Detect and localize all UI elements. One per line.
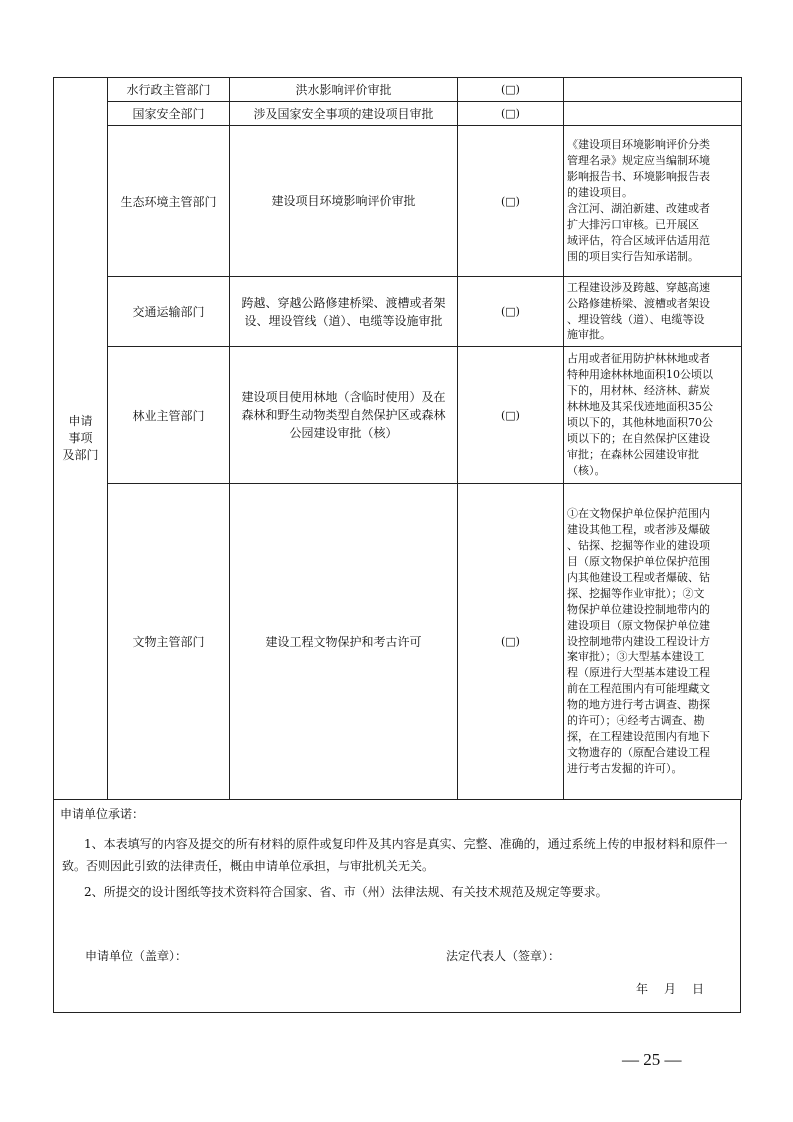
table-row — [54, 484, 742, 800]
note-line: 审批；在森林公园建设审批 — [567, 447, 699, 461]
note-line: 施审批。 — [567, 328, 611, 342]
category-cell — [54, 78, 108, 800]
note-line: （核）。 — [567, 463, 606, 477]
item-cell: 洪水影响评价审批 — [230, 78, 458, 102]
department-cell: 水行政主管部门 — [108, 78, 230, 102]
note-line: ①在文物保护单位保护范围内 — [567, 507, 710, 521]
note-line: 文物遗存的（原配合建设工程 — [567, 745, 710, 759]
note-cell — [564, 347, 742, 484]
note-line: 设控制地带内建设工程设计方 — [567, 634, 710, 648]
category-label-line: 及部门 — [62, 448, 99, 462]
category-label-line: 事项 — [68, 431, 93, 445]
checkbox-cell[interactable]: (□) — [458, 277, 564, 347]
table-row — [54, 126, 742, 277]
applicant-seal-label: 申请单位（盖章）： — [85, 949, 188, 963]
application-table — [53, 77, 742, 800]
note-cell — [564, 78, 742, 102]
item-cell: 跨越、穿越公路修建桥梁、渡槽或者架设、埋设管线（道）、电缆等设施审批 — [230, 277, 458, 347]
pledge-paragraph-1: 1、本表填写的内容及提交的所有材料的原件或复印件及其内容是真实、完整、准确的，通过系统上传的申报材料和原件一致。否则因此引致的法律责任，概由申请单位承担，与审批机关无关。 — [62, 837, 728, 873]
item-cell: 建设工程文物保护和考古许可 — [230, 484, 458, 800]
note-line: 公路修建桥梁、渡槽或者架设 — [567, 296, 710, 310]
note-line: 的建设项目。 — [567, 186, 633, 200]
note-line: 顷以下的，其他林地面积70公 — [567, 416, 713, 429]
note-cell — [564, 102, 742, 126]
note-line: 物的地方进行考古调查、勘探 — [567, 698, 710, 712]
note-line: 占用或者征用防护林林地或者 — [567, 352, 710, 366]
department-cell: 生态环境主管部门 — [108, 126, 230, 277]
item-cell: 建设项目环境影响评价审批 — [230, 126, 458, 277]
note-line: 扩大排污口审核。已开展区 — [567, 217, 699, 231]
note-line: 内其他建设工程或者爆破、钻 — [567, 570, 710, 584]
table-row — [54, 347, 742, 484]
note-line: 、钻探、挖掘等作业的建设项 — [567, 539, 710, 553]
note-line: 探、挖掘等作业审批）；②文 — [567, 586, 705, 600]
note-cell — [564, 277, 742, 347]
note-line: 建设其他工程，或者涉及爆破 — [567, 523, 710, 537]
note-line: 下的，用材林、经济林、薪炭 — [567, 384, 710, 398]
note-line: 的许可）；④经考古调查、勘 — [567, 714, 705, 728]
table-row — [54, 78, 742, 102]
table-row — [54, 277, 742, 347]
note-line: 案审批）；③大型基本建设工 — [567, 650, 705, 664]
note-line: 含江河、湖泊新建、改建或者 — [567, 202, 710, 215]
note-line: 顷以下的；在自然保护区建设 — [567, 431, 710, 445]
checkbox-cell[interactable]: (□) — [458, 484, 564, 800]
item-cell: 建设项目使用林地（含临时使用）及在森林和野生动物类型自然保护区或森林公园建设审批（核） — [230, 347, 458, 484]
table-row — [54, 102, 742, 126]
pledge-section — [53, 799, 741, 1013]
category-label-line: 申请 — [68, 414, 93, 428]
pledge-title: 申请单位承诺： — [60, 807, 145, 821]
note-line: 管理名录》规定应当编制环境 — [567, 154, 710, 168]
note-line: 前在工程范围内有可能埋藏文 — [567, 682, 710, 696]
legal-representative-label: 法定代表人（签章）： — [446, 949, 561, 963]
checkbox-cell[interactable]: (□) — [458, 126, 564, 277]
checkbox-cell[interactable]: (□) — [458, 102, 564, 126]
note-line: 程（原进行大型基本建设工程 — [567, 666, 710, 680]
note-line: 域评估，符合区域评估适用范 — [567, 233, 710, 247]
pledge-paragraph-2: 2、所提交的设计图纸等技术资料符合国家、省、市（州）法律法规、有关技术规范及规定等要求。 — [84, 885, 608, 899]
note-line: 影响报告书、环境影响报告表 — [567, 170, 710, 184]
checkbox-cell[interactable]: (□) — [458, 78, 564, 102]
department-cell: 林业主管部门 — [108, 347, 230, 484]
checkbox-cell[interactable]: (□) — [458, 347, 564, 484]
note-line: 探，在工程建设范围内有地下 — [567, 729, 710, 743]
note-line: 林林地及其采伐迹地面积35公 — [567, 400, 713, 414]
item-cell: 涉及国家安全事项的建设项目审批 — [230, 102, 458, 126]
note-line: 目（原文物保护单位保护范围 — [567, 555, 710, 569]
department-cell: 交通运输部门 — [108, 277, 230, 347]
note-line: 进行考古发掘的许可）。 — [567, 761, 683, 775]
note-line: 建设项目（原文物保护单位建 — [567, 618, 710, 632]
note-line: 围的项目实行告知承诺制。 — [567, 249, 699, 263]
date-label: 年 月 日 — [636, 982, 707, 996]
category-label — [63, 413, 99, 464]
table-body — [54, 78, 742, 800]
note-line: 特种用途林林地面积10公顷以 — [567, 368, 713, 382]
note-cell — [564, 484, 742, 800]
note-line: 、埋设管线（道）、电缆等设 — [567, 312, 705, 326]
note-line: 《建设项目环境影响评价分类 — [567, 138, 710, 152]
department-cell: 文物主管部门 — [108, 484, 230, 800]
page-number: — 25 — — [622, 1050, 682, 1069]
note-cell — [564, 126, 742, 277]
department-cell: 国家安全部门 — [108, 102, 230, 126]
note-line: 物保护单位建设控制地带内的 — [567, 602, 710, 616]
note-line: 工程建设涉及跨越、穿越高速 — [567, 280, 710, 294]
